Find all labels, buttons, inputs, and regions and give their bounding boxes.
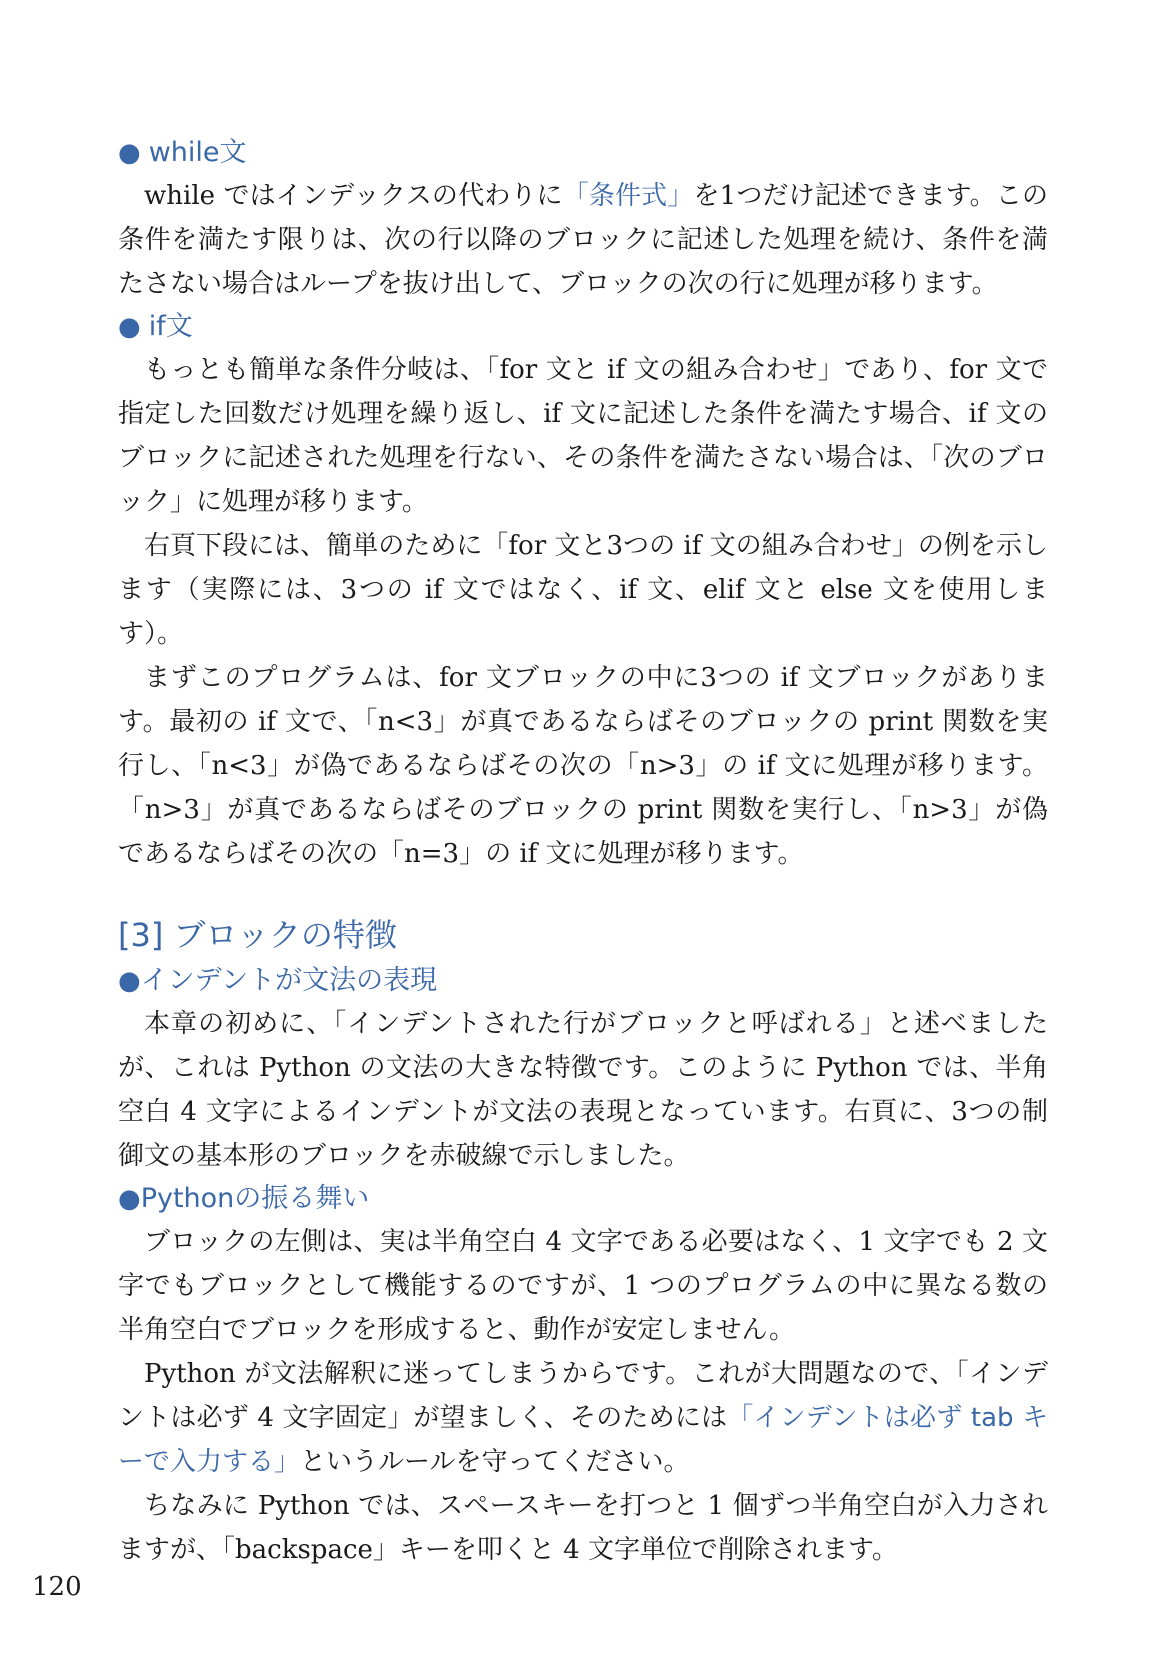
behavior-text-2: Python が文法解釈に迷ってしまうからです。これが大問題なので、「インデントは必ず 4 文字固定」が望ましく、そのためには: [118, 1359, 1048, 1433]
bullet-icon: ●: [118, 312, 141, 342]
while-paragraph: [118, 174, 1048, 306]
behavior-text-4: ちなみに Python では、スペースキーを打つと 1 個ずつ半角空白が入力されますが、「backspace」キーを叩くと 4 文字単位で削除されます。: [118, 1491, 1048, 1565]
behavior-paragraph-1: [118, 1220, 1048, 1352]
while-heading-text: while文: [148, 137, 247, 168]
while-heading: [118, 132, 1048, 174]
behavior-paragraph-2: [118, 1352, 1048, 1484]
behavior-heading: [118, 1178, 1048, 1220]
condition-highlight: 「条件式」: [562, 181, 694, 211]
behavior-heading-text: Pythonの振る舞い: [140, 1183, 370, 1214]
section-title: [3] ブロックの特徴: [118, 916, 397, 954]
if-heading-text: if文: [148, 311, 193, 342]
if-paragraph-3: まずこのプログラムは、for 文ブロックの中に3つの if 文ブロックがあります。最初の if 文で、「n<3」が真であるならばそのブロックの print 関数を実行し、「n<3」が偽であるならばその次の「n>3」の if 文に処理が移ります。「n>3」が真であるならばそのブロックの print 関数を実行し、「n>3」が偽であるならばその次の「n=3」の if 文に処理が移ります。: [118, 663, 1048, 869]
if-paragraph-1: もっとも簡単な条件分岐は、「for 文と if 文の組み合わせ」であり、for 文で指定した回数だけ処理を繰り返し、if 文に記述した条件を満たす場合、if 文のブロックに記述された処理を行ない、その条件を満たさない場合は、「次のブロック」に処理が移ります。: [118, 355, 1048, 517]
bullet-icon: ●: [118, 966, 141, 996]
indent-heading-text: インデントが文法の表現: [140, 965, 438, 996]
tab-rule-highlight: 「インデントは必ず tab キーで入力する」: [118, 1403, 1048, 1477]
while-text-2: を1つだけ記述できます。この条件を満たす限りは、次の行以降のブロックに記述した処理を続け、条件を満たさない場合はループを抜け出して、ブロックの次の行に処理が移ります。: [118, 181, 1048, 299]
if-paragraph-2: 右頁下段には、簡単のために「for 文と3つの if 文の組み合わせ」の例を示します（実際には、3つの if 文ではなく、if 文、elif 文と else 文を使用します）。: [118, 531, 1048, 649]
page-content: [118, 132, 1048, 1572]
bullet-icon: ●: [118, 1184, 141, 1214]
if-heading: [118, 306, 1048, 348]
behavior-paragraph-3: [118, 1484, 1048, 1572]
bullet-icon: ●: [118, 138, 141, 168]
while-text-1: while ではインデックスの代わりに: [144, 181, 563, 211]
behavior-text-3: というルールを守ってください。: [300, 1447, 690, 1477]
page-number: 120: [32, 1572, 82, 1602]
indent-paragraph: 本章の初めに、「インデントされた行がブロックと呼ばれる」と述べましたが、これは Python の文法の大きな特徴です。このように Python では、半角空白 4 文字によるインデントが文法の表現となっています。右頁に、3つの制御文の基本形のブロックを赤破線で示しました。: [118, 1009, 1048, 1171]
behavior-text-1: ブロックの左側は、実は半角空白 4 文字である必要はなく、1 文字でも 2 文字でもブロックとして機能するのですが、1 つのプログラムの中に異なる数の半角空白でブロックを形成すると、動作が安定しません。: [118, 1227, 1048, 1345]
indent-heading: [118, 960, 1048, 1002]
